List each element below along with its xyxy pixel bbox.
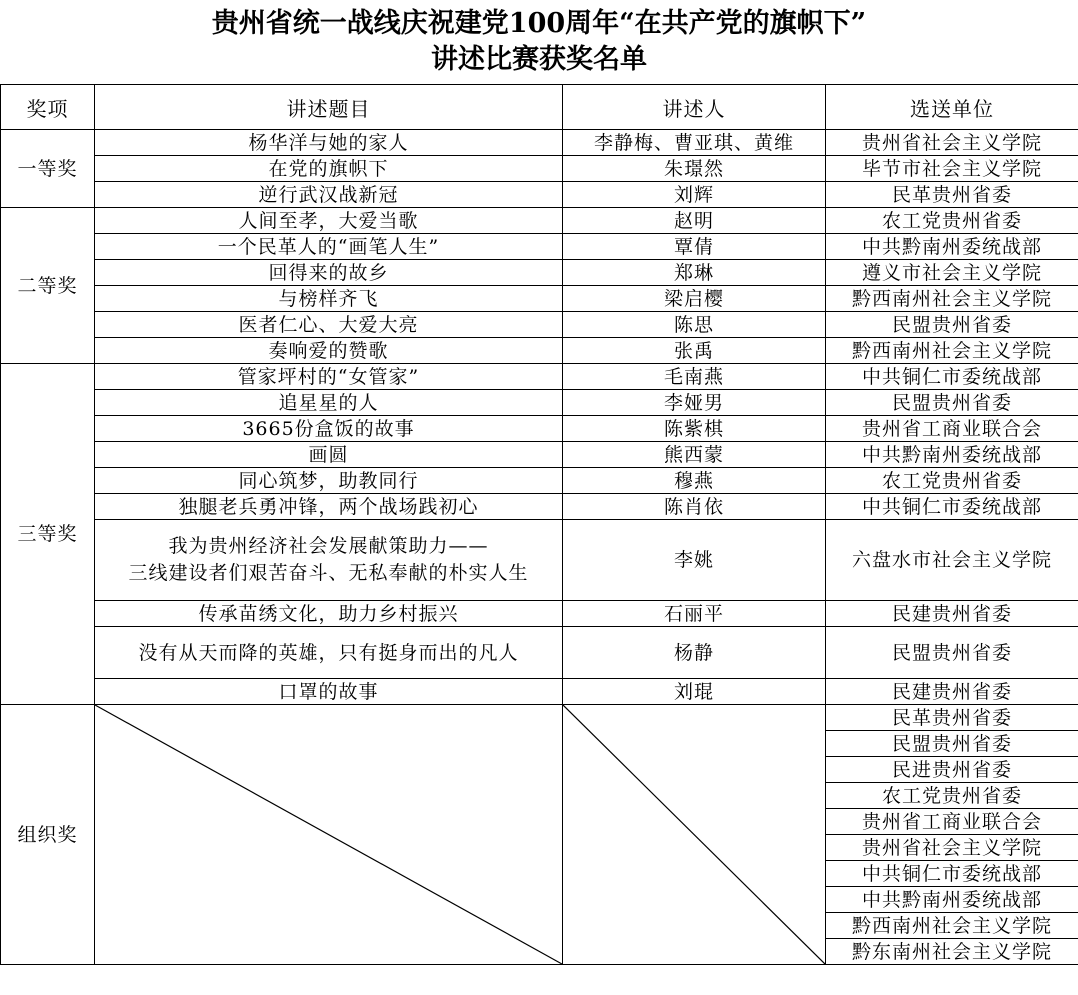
- unit-cell: 民革贵州省委: [826, 705, 1078, 731]
- unit-cell: 贵州省工商业联合会: [826, 809, 1078, 835]
- speaker-cell: 毛南燕: [563, 364, 826, 390]
- topic-cell: 医者仁心、大爱大亮: [95, 312, 563, 338]
- topic-cell: 奏响爱的赞歌: [95, 338, 563, 364]
- diagonal-line: [563, 705, 825, 964]
- empty-topic-cell-diagonal: [95, 705, 563, 965]
- diagonal-line: [95, 705, 562, 964]
- speaker-cell: 赵明: [563, 208, 826, 234]
- unit-cell: 农工党贵州省委: [826, 783, 1078, 809]
- title-line-2: 讲述比赛获奖名单: [431, 44, 647, 75]
- topic-line: 三线建设者们艰苦奋斗、无私奉献的朴实人生: [128, 562, 529, 584]
- table-row: [1, 156, 1078, 182]
- document-title: [0, 0, 1078, 84]
- unit-cell: 民盟贵州省委: [826, 312, 1078, 338]
- table-row: [1, 208, 1078, 234]
- topic-cell: 一个民革人的“画笔人生”: [95, 234, 563, 260]
- speaker-cell: 梁启樱: [563, 286, 826, 312]
- speaker-cell: 覃倩: [563, 234, 826, 260]
- speaker-cell: 陈思: [563, 312, 826, 338]
- topic-cell: 追星星的人: [95, 390, 563, 416]
- unit-cell: 民建贵州省委: [826, 679, 1078, 705]
- table-row: [1, 234, 1078, 260]
- topic-cell: 独腿老兵勇冲锋，两个战场践初心: [95, 494, 563, 520]
- header-row: [1, 85, 1078, 130]
- topic-cell: 画圆: [95, 442, 563, 468]
- topic-cell: 同心筑梦，助教同行: [95, 468, 563, 494]
- speaker-cell: 李静梅、曹亚琪、黄维: [563, 130, 826, 156]
- award-cell-organization: 组织奖: [1, 705, 95, 965]
- table-row: [1, 182, 1078, 208]
- topic-cell: 管家坪村的“女管家”: [95, 364, 563, 390]
- topic-cell: 在党的旗帜下: [95, 156, 563, 182]
- table-row: [1, 601, 1078, 627]
- speaker-cell: 穆燕: [563, 468, 826, 494]
- unit-cell: 贵州省工商业联合会: [826, 416, 1078, 442]
- table-row: [1, 364, 1078, 390]
- table-row: [1, 494, 1078, 520]
- unit-cell: 农工党贵州省委: [826, 208, 1078, 234]
- unit-cell: 黔东南州社会主义学院: [826, 939, 1078, 965]
- topic-cell: 逆行武汉战新冠: [95, 182, 563, 208]
- award-cell-third: 三等奖: [1, 364, 95, 705]
- unit-cell: 遵义市社会主义学院: [826, 260, 1078, 286]
- topic-cell: [95, 520, 563, 601]
- table-row: [1, 416, 1078, 442]
- topic-cell: 与榜样齐飞: [95, 286, 563, 312]
- unit-cell: 中共黔南州委统战部: [826, 442, 1078, 468]
- unit-cell: 中共铜仁市委统战部: [826, 861, 1078, 887]
- table-row: [1, 442, 1078, 468]
- topic-cell: 杨华洋与她的家人: [95, 130, 563, 156]
- speaker-cell: 熊西蒙: [563, 442, 826, 468]
- table-row: [1, 705, 1078, 731]
- unit-cell: 六盘水市社会主义学院: [826, 520, 1078, 601]
- table-row: [1, 390, 1078, 416]
- unit-cell: 中共铜仁市委统战部: [826, 494, 1078, 520]
- unit-cell: 黔西南州社会主义学院: [826, 338, 1078, 364]
- title-line-1: 贵州省统一战线庆祝建党100周年“在共产党的旗帜下”: [211, 8, 867, 39]
- unit-cell: 黔西南州社会主义学院: [826, 286, 1078, 312]
- award-cell-second: 二等奖: [1, 208, 95, 364]
- unit-cell: 中共黔南州委统战部: [826, 234, 1078, 260]
- unit-cell: 毕节市社会主义学院: [826, 156, 1078, 182]
- unit-cell: 中共铜仁市委统战部: [826, 364, 1078, 390]
- award-cell-first: 一等奖: [1, 130, 95, 208]
- header-topic: 讲述题目: [95, 85, 563, 130]
- empty-speaker-cell-diagonal: [563, 705, 826, 965]
- table-row: [1, 130, 1078, 156]
- speaker-cell: 朱璟然: [563, 156, 826, 182]
- unit-cell: 民革贵州省委: [826, 182, 1078, 208]
- header-award: 奖项: [1, 85, 95, 130]
- unit-cell: 贵州省社会主义学院: [826, 835, 1078, 861]
- award-table: [0, 84, 1078, 965]
- table-row: [1, 627, 1078, 679]
- unit-cell: 民盟贵州省委: [826, 627, 1078, 679]
- speaker-cell: 张禹: [563, 338, 826, 364]
- topic-cell: 传承苗绣文化，助力乡村振兴: [95, 601, 563, 627]
- unit-cell: 中共黔南州委统战部: [826, 887, 1078, 913]
- speaker-cell: 刘琨: [563, 679, 826, 705]
- header-unit: 选送单位: [826, 85, 1078, 130]
- table-row: [1, 679, 1078, 705]
- speaker-cell: 李姚: [563, 520, 826, 601]
- table-row: [1, 520, 1078, 601]
- speaker-cell: 李娅男: [563, 390, 826, 416]
- speaker-cell: 陈肖依: [563, 494, 826, 520]
- unit-cell: 贵州省社会主义学院: [826, 130, 1078, 156]
- table-row: [1, 338, 1078, 364]
- topic-cell: 口罩的故事: [95, 679, 563, 705]
- table-row: [1, 286, 1078, 312]
- topic-cell: 回得来的故乡: [95, 260, 563, 286]
- unit-cell: 农工党贵州省委: [826, 468, 1078, 494]
- speaker-cell: 石丽平: [563, 601, 826, 627]
- speaker-cell: 郑琳: [563, 260, 826, 286]
- header-speaker: 讲述人: [563, 85, 826, 130]
- topic-cell: 没有从天而降的英雄，只有挺身而出的凡人: [95, 627, 563, 679]
- unit-cell: 民建贵州省委: [826, 601, 1078, 627]
- unit-cell: 民盟贵州省委: [826, 390, 1078, 416]
- speaker-cell: 刘辉: [563, 182, 826, 208]
- speaker-cell: 陈紫棋: [563, 416, 826, 442]
- table-row: [1, 468, 1078, 494]
- topic-cell: 3665份盒饭的故事: [95, 416, 563, 442]
- topic-cell: 人间至孝，大爱当歌: [95, 208, 563, 234]
- speaker-cell: 杨静: [563, 627, 826, 679]
- unit-cell: 民进贵州省委: [826, 757, 1078, 783]
- table-row: [1, 312, 1078, 338]
- table-row: [1, 260, 1078, 286]
- unit-cell: 民盟贵州省委: [826, 731, 1078, 757]
- unit-cell: 黔西南州社会主义学院: [826, 913, 1078, 939]
- topic-line: 我为贵州经济社会发展献策助力——: [168, 535, 489, 557]
